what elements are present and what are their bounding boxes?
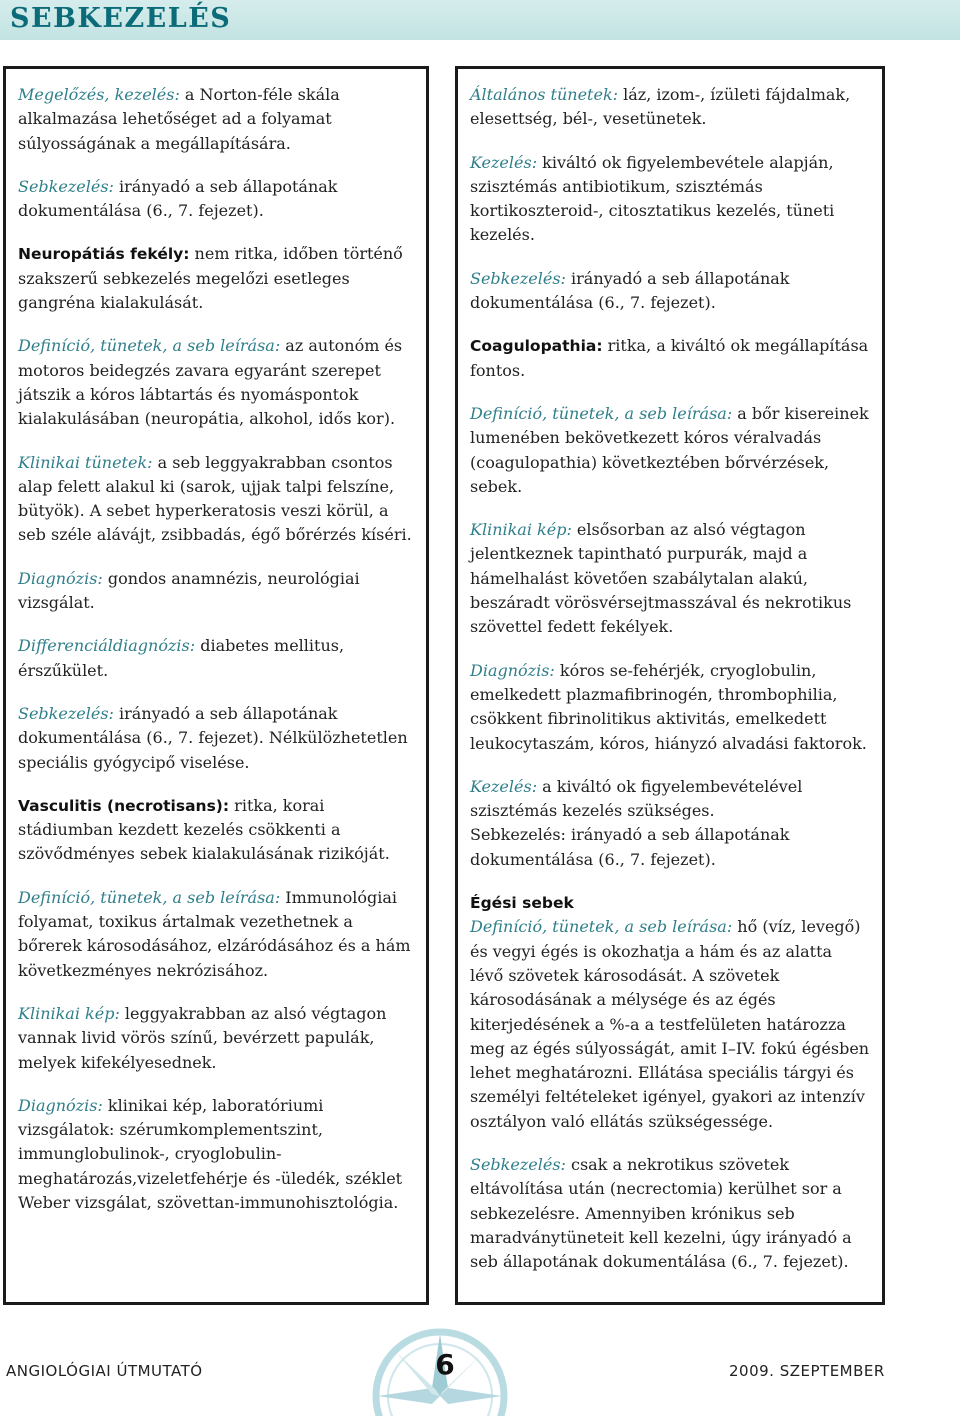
label: Definíció, tünetek, a seb leírása:	[470, 403, 733, 423]
label: Definíció, tünetek, a seb leírása:	[18, 336, 281, 356]
label: Klinikai kép:	[18, 1003, 120, 1023]
paragraph-treatment	[470, 151, 870, 248]
paragraph-treatment	[470, 775, 870, 824]
label: Definíció, tünetek, a seb leírása:	[18, 887, 281, 907]
paragraph-clinical-picture	[18, 1002, 414, 1075]
paragraph-coagulopathia	[470, 334, 870, 383]
footer-date: 2009. SZEPTEMBER	[729, 1362, 885, 1380]
body-text: ritka, korai stádiumban kezdett kezelés csökkenti a szövődményes sebek kialakulásának rizikóját.	[18, 795, 390, 864]
body-text: leggyakrabban az alsó végtagon vannak livid vörös színű, bevérzett papulák, melyek kifekélyesednek.	[18, 1003, 387, 1072]
label: Diagnózis:	[18, 1095, 103, 1115]
left-column	[3, 66, 429, 1305]
paragraph-definition	[470, 402, 870, 499]
body-text: láz, izom-, ízületi fájdalmak, elesettség, bél-, vesetünetek.	[470, 85, 851, 129]
label: Differenciáldiagnózis:	[18, 636, 196, 656]
body-text: ritka, a kiváltó ok megállapítása fontos.	[470, 336, 869, 380]
paragraph-diagnosis	[470, 659, 870, 756]
body-text: gondos anamnézis, neurológiai vizsgálat.	[18, 568, 360, 613]
label: Definíció, tünetek, a seb leírása:	[470, 917, 733, 937]
label: Diagnózis:	[470, 660, 555, 680]
footer-publication-title: ANGIOLÓGIAI ÚTMUTATÓ	[6, 1362, 203, 1380]
section-heading: Coagulopathia:	[470, 337, 603, 356]
body-text: a bőr kisereinek lumenében bekövetkezett kóros véralvadás (coagulopathia) következtében bőrvérzések, sebek.	[470, 403, 869, 496]
paragraph-differential-diagnosis	[18, 634, 414, 683]
body-text: kóros se-fehérjék, cryoglobulin, emelkedett plazmafibrinogén, thrombophilia, csökkent fibrinolitikus aktivitás, emelkedett leukocytaszám, kóros, hiányzó alvadási faktorok.	[470, 660, 867, 753]
paragraph-prevention	[18, 83, 414, 156]
label: Sebkezelés:	[470, 268, 566, 288]
label: Sebkezelés:	[18, 703, 114, 723]
label: Megelőzés, kezelés:	[18, 85, 180, 104]
page-number: 6	[435, 1348, 455, 1381]
paragraph-general-symptoms	[470, 83, 870, 132]
label: Általános tünetek:	[470, 85, 619, 104]
paragraph-wound-care	[470, 1153, 870, 1274]
paragraph-neuropathic-ulcer	[18, 242, 414, 315]
body-text: a seb leggyakrabban csontos alap felett alakul ki (sarok, ujjak talpi felszíne, bütyök). A sebet hyperkeratosis veszi körül, a seb széle alávájt, zsibbadás, égő bőrérzés kíséri.	[18, 452, 412, 545]
label: Klinikai kép:	[470, 520, 572, 540]
section-heading: Neuropátiás fekély:	[18, 245, 190, 264]
body-text: kiváltó ok figyelembevétele alapján, szisztémás antibiotikum, szisztémás kortikoszteroid-, citosztatikus kezelés, tüneti kezelés.	[470, 152, 835, 245]
right-column	[455, 66, 885, 1305]
paragraph-wound-care	[18, 175, 414, 224]
paragraph-clinical-picture	[470, 518, 870, 639]
body-text: csak a nekrotikus szövetek eltávolítása után (necrectomia) kerülhet sor a sebkezelésre. Amennyiben krónikus seb maradványtüneteit kell kezelni, úgy irányadó a seb állapotának dokumentálása (6., 7. fejezet).	[470, 1154, 852, 1272]
body-text: a kiváltó ok figyelembevételével szisztémás kezelés szükséges.	[470, 776, 803, 821]
body-text: irányadó a seb állapotának dokumentálása (6., 7. fejezet).	[18, 176, 338, 221]
body-text: nem ritka, időben történő szakszerű sebkezelés megelőzi esetleges gangréna kialakulását.	[18, 244, 403, 313]
paragraph-definition	[18, 334, 414, 431]
label: Sebkezelés:	[18, 176, 114, 196]
body-text: Immunológiai folyamat, toxikus ártalmak vezethetnek a bőrerek károsodásához, elzáródásához és a hám következményes nekrózisához.	[18, 887, 411, 980]
body-text: hő (víz, levegő) és vegyi égés is okozhatja a hám és az alatta lévő szövetek károsodását. A szövetek károsodásának a mélysége és az égés kiterjedésének a %-a a testfelületen határozza meg az égés súlyosságát, amit I–IV. fokú égésben lehet meghatározni. Ellátása speciális tárgyi és személyi feltételeket igényel, gyakori az intenzív osztályon való ellátás szükségessége.	[470, 917, 870, 1131]
page-title: SEBKEZELÉS	[10, 3, 232, 34]
paragraph-diagnosis	[18, 1094, 414, 1215]
body-text: klinikai kép, laboratóriumi vizsgálatok: szérumkomplementszint, immunglobulinok-, cryoglobulin-meghatározás,vizeletfehérje és -üledék, széklet Weber vizsgálat, szövettan-immunohisztológia.	[18, 1095, 403, 1212]
body-text: az autonóm és motoros beidegzés zavara egyaránt szerepet játszik a kóros lábtartás és nyomáspontok kialakulásában (neuropátia, alkohol, idős kor).	[18, 336, 403, 429]
paragraph-vasculitis	[18, 794, 414, 867]
body-text: elsősorban az alsó végtagon jelentkeznek tapintható purpurák, majd a hámelhalást követően szabálytalan alakú, beszáradt vörösvérsejtmasszával és nekrotikus szövettel fedett fekélyek.	[470, 520, 852, 637]
body-text: a Norton-féle skála alkalmazása lehetőséget ad a folyamat súlyosságának a megállapítására.	[18, 85, 340, 153]
paragraph-definition	[470, 915, 870, 1134]
paragraph-clinical-symptoms	[18, 451, 414, 548]
label: Kezelés:	[470, 152, 538, 172]
label: Kezelés:	[470, 776, 538, 796]
paragraph-definition	[18, 886, 414, 983]
body-text: irányadó a seb állapotának dokumentálása (6., 7. fejezet). Nélkülözhetetlen speciális gyógycipő viselése.	[18, 703, 408, 772]
paragraph-diagnosis	[18, 567, 414, 616]
section-heading: Égési sebek	[470, 894, 574, 913]
label: Diagnózis:	[18, 568, 103, 588]
paragraph-burns-heading	[470, 891, 870, 915]
label: Klinikai tünetek:	[18, 452, 153, 472]
paragraph-wound-care	[470, 267, 870, 316]
paragraph-wound-care: Sebkezelés: irányadó a seb állapotának dokumentálása (6., 7. fejezet).	[470, 825, 790, 869]
section-heading: Vasculitis (necrotisans):	[18, 796, 230, 815]
body-text: diabetes mellitus, érszűkület.	[18, 636, 345, 680]
body-text: irányadó a seb állapotának dokumentálása (6., 7. fejezet).	[470, 268, 790, 313]
label: Sebkezelés:	[470, 1154, 566, 1174]
paragraph-wound-care	[18, 702, 414, 775]
